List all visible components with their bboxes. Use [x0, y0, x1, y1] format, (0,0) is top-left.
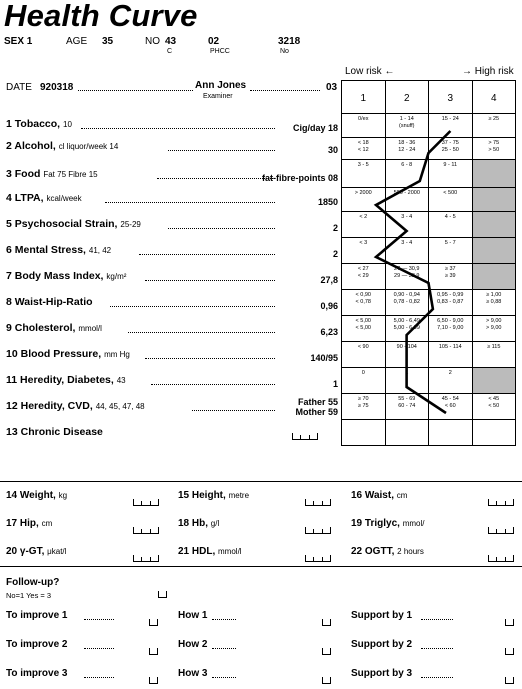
item-number: 7 — [6, 270, 12, 282]
item-number: 12 — [6, 400, 18, 412]
item-number: 8 — [6, 296, 12, 308]
item-number: 2 — [6, 140, 12, 152]
phcc-value: 02 — [208, 36, 220, 47]
item-name: Cholesterol, — [14, 322, 76, 334]
plan-dots — [421, 648, 453, 649]
grid-cell: < 27 < 29 — [342, 264, 386, 290]
measure-unit: g/l — [210, 519, 220, 528]
sex-label: SEX 1 — [4, 36, 33, 47]
grid-cell: < 45 < 50 — [472, 394, 516, 420]
plan-entry-box[interactable] — [149, 671, 158, 689]
column-header: 3 — [429, 81, 473, 114]
grid-cell: 45 - 54 < 60 — [429, 394, 473, 420]
item-name: Heredity, Diabetes, — [20, 374, 114, 386]
grid-cell: 1 — [385, 368, 429, 394]
measure-unit: 2 hours — [397, 547, 424, 556]
examiner-name: Ann Jones — [195, 80, 247, 91]
grid-cell: 6,50 - 9,00 7,10 - 9,00 — [429, 316, 473, 342]
item-number: 13 — [6, 426, 18, 438]
plan-label: Support by 2 — [351, 639, 413, 650]
measure-name: 14 Weight, — [6, 490, 56, 501]
plan-entry-box[interactable] — [149, 613, 158, 631]
item-name: Tobacco, — [14, 118, 61, 130]
grid-cell: < 90 — [342, 342, 386, 368]
measure-entry-box[interactable] — [305, 521, 331, 539]
item-unit: mm Hg — [104, 350, 130, 359]
plan-dots — [84, 677, 114, 678]
measure-entry-box[interactable] — [488, 493, 514, 511]
grid-cell: 27 — 30,9 29 — 38,9 — [385, 264, 429, 290]
no-value: 43 — [165, 36, 177, 47]
measure-entry-box[interactable] — [488, 549, 514, 567]
item-name: Alcohol, — [14, 140, 56, 152]
measure-label — [351, 546, 424, 557]
phcc-sub: PHCC — [210, 48, 230, 55]
item-name: Waist-Hip-Ratio — [14, 296, 93, 308]
item-name: Body Mass Index, — [14, 270, 104, 282]
measure-label — [6, 546, 66, 557]
plan-label: Support by 1 — [351, 610, 413, 621]
item-value: 140/95 — [310, 353, 338, 363]
grid-cell: 18 - 36 12 - 24 — [385, 138, 429, 160]
item-value: 6,23 — [320, 327, 338, 337]
item-value: 1850 — [317, 197, 338, 207]
plan-entry-box[interactable] — [505, 613, 514, 631]
date-label: DATE — [6, 82, 32, 93]
grid-cell: 6 - 8 — [385, 160, 429, 188]
item-unit: 25-29 — [120, 220, 141, 229]
measure-name: 20 γ-GT, — [6, 546, 45, 557]
measure-unit: kg — [58, 491, 68, 500]
item-number: 1 — [6, 118, 12, 130]
measure-entry-box[interactable] — [305, 549, 331, 567]
grid-cell: 5 - 7 — [429, 238, 473, 264]
item-value: 0,96 — [320, 301, 338, 311]
item-unit: kg/m² — [106, 272, 127, 281]
measure-label — [178, 518, 219, 529]
item-name: Psychosocial Strain, — [14, 218, 118, 230]
grid-cell: ≥ 37 ≥ 39 — [429, 264, 473, 290]
section-divider — [0, 481, 522, 482]
grid-cell: 90 - 104 — [385, 342, 429, 368]
item-number: 9 — [6, 322, 12, 334]
grid-cell: 37 - 75 25 - 50 — [429, 138, 473, 160]
measure-entry-box[interactable] — [133, 549, 159, 567]
item-unit: kcal/week — [46, 194, 82, 203]
item-unit: 10 — [63, 120, 72, 129]
plan-entry-box[interactable] — [505, 671, 514, 689]
item-value: 27,8 — [320, 275, 338, 285]
item-number: 3 — [6, 168, 12, 180]
item-unit: 44, 45, 47, 48 — [95, 402, 145, 411]
measure-label — [178, 546, 242, 557]
examiner-code: 03 — [326, 82, 338, 93]
plan-entry-box[interactable] — [322, 613, 331, 631]
grid-cell: 3 - 4 — [385, 238, 429, 264]
measure-unit: cm — [41, 519, 53, 528]
sex-value: 1 — [26, 36, 33, 47]
grid-cell: < 0,90 < 0,78 — [342, 290, 386, 316]
followup-sub: No=1 Yes = 3 — [6, 591, 52, 600]
grid-cell: 1 - 14 (snuff) — [385, 114, 429, 138]
measure-label — [6, 490, 67, 501]
grid-cell: 105 - 114 — [429, 342, 473, 368]
measure-entry-box[interactable] — [133, 521, 159, 539]
plan-entry-box[interactable] — [149, 642, 158, 660]
date-value: 920318 — [40, 82, 74, 93]
item-value: 2 — [332, 249, 338, 259]
item-number: 10 — [6, 348, 18, 360]
item-number: 11 — [6, 374, 18, 386]
item-value: 1 — [332, 379, 338, 389]
measure-name: 18 Hb, — [178, 518, 209, 529]
measure-unit: μkat/l — [47, 547, 67, 556]
plan-label: How 2 — [178, 639, 208, 650]
num-sub: No — [280, 48, 289, 55]
curve-line — [376, 131, 450, 413]
low-risk-label: Low risk ← — [345, 66, 395, 77]
item-value: Father 55 Mother 59 — [295, 397, 338, 417]
no-sub: C — [167, 48, 173, 55]
item-number: 5 — [6, 218, 12, 230]
measure-entry-box[interactable] — [305, 493, 331, 511]
grid-cell: < 3 — [342, 238, 386, 264]
item-value: 30 — [327, 145, 338, 155]
grid-cell: 5,00 - 6,49 5,00 - 6,99 — [385, 316, 429, 342]
column-header: 4 — [472, 81, 516, 114]
item-number: 4 — [6, 192, 12, 204]
item-name: LTPA, — [14, 192, 44, 204]
grid-cell: 9 - 11 — [429, 160, 473, 188]
grid-cell: 15 - 24 — [429, 114, 473, 138]
plan-label: To improve 1 — [6, 610, 68, 621]
measure-label — [6, 518, 52, 529]
no-label: NO — [145, 36, 160, 47]
measure-label — [351, 490, 407, 501]
measure-name: 16 Waist, — [351, 490, 394, 501]
grid-cell: ≥ 25 — [472, 114, 516, 138]
plan-label: To improve 2 — [6, 639, 68, 650]
grid-cell: ≥ 70 ≥ 75 — [342, 394, 386, 420]
measure-entry-box[interactable] — [133, 493, 159, 511]
plan-entry-box[interactable] — [505, 642, 514, 660]
item-number: 6 — [6, 244, 12, 256]
grid-cell: 0,95 - 0,99 0,83 - 0,87 — [429, 290, 473, 316]
grid-cell: 55 - 69 60 - 74 — [385, 394, 429, 420]
item-unit: 43 — [116, 376, 126, 385]
grid-cell: 0/ex — [342, 114, 386, 138]
item-name: Heredity, CVD, — [20, 400, 93, 412]
measure-unit: cm — [396, 491, 408, 500]
plan-dots — [84, 619, 114, 620]
item-name: Blood Pressure, — [20, 348, 102, 360]
high-risk-label: → High risk — [462, 66, 514, 77]
measure-unit: mmol/ — [402, 519, 425, 528]
grid-cell: 3 - 5 — [342, 160, 386, 188]
measure-entry-box[interactable] — [488, 521, 514, 539]
grid-cell: > 9,00 > 9,00 — [472, 316, 516, 342]
plan-entry-box[interactable] — [322, 642, 331, 660]
column-header: 1 — [342, 81, 386, 114]
plan-dots — [421, 619, 453, 620]
item-unit: mmol/l — [78, 324, 102, 333]
grid-cell: 3 - 4 — [385, 212, 429, 238]
grid-cell: < 500 — [429, 188, 473, 212]
followup-label: Follow-up? — [6, 577, 60, 588]
item-value: fat-fibre-points 08 — [261, 173, 338, 183]
examiner-label: Examiner — [203, 93, 233, 100]
grid-cell: 500 - 2000 — [385, 188, 429, 212]
section-divider — [0, 566, 522, 567]
followup-box[interactable] — [158, 585, 167, 603]
column-header: 2 — [385, 81, 429, 114]
item-unit: 41, 42 — [88, 246, 112, 255]
measure-label — [178, 490, 249, 501]
plan-dots — [421, 677, 453, 678]
grid-cell: 2 — [429, 368, 473, 394]
grid-cell: < 2 — [342, 212, 386, 238]
item-name: Chronic Disease — [20, 426, 103, 438]
grid-cell: > 75 > 50 — [472, 138, 516, 160]
grid-cell: > 2000 — [342, 188, 386, 212]
grid-cell: ≥ 1,00 ≥ 0,88 — [472, 290, 516, 316]
item-unit: Fat 75 Fibre 15 — [43, 170, 98, 179]
age-label: AGE — [66, 36, 88, 47]
plan-label: How 1 — [178, 610, 208, 621]
plan-dots — [212, 648, 236, 649]
item-name: Mental Stress, — [14, 244, 86, 256]
item-unit: cl liquor/week 14 — [58, 142, 119, 151]
plan-dots — [212, 619, 236, 620]
grid-cell: < 18 < 12 — [342, 138, 386, 160]
plan-dots — [212, 677, 236, 678]
plan-dots — [84, 648, 114, 649]
plan-label: To improve 3 — [6, 668, 68, 679]
form-title: Health Curve — [4, 0, 198, 33]
item-value: 2 — [332, 223, 338, 233]
measure-label — [351, 518, 424, 529]
measure-name: 21 HDL, — [178, 546, 216, 557]
item-value: Cig/day 18 — [292, 123, 338, 133]
grid-cell: 0 — [342, 368, 386, 394]
item-name: Food — [14, 168, 41, 180]
plan-entry-box[interactable] — [322, 671, 331, 689]
measure-name: 19 Triglyc, — [351, 518, 400, 529]
measure-name: 22 OGTT, — [351, 546, 395, 557]
measure-name: 17 Hip, — [6, 518, 39, 529]
grid-cell: 0,90 - 0,94 0,78 - 0,82 — [385, 290, 429, 316]
grid-cell: < 5,00 < 5,00 — [342, 316, 386, 342]
num-value: 3218 — [278, 36, 301, 47]
measure-unit: mmol/l — [218, 547, 242, 556]
grid-cell: 4 - 5 — [429, 212, 473, 238]
plan-label: Support by 3 — [351, 668, 413, 679]
measure-unit: metre — [228, 491, 250, 500]
plan-label: How 3 — [178, 668, 208, 679]
measure-name: 15 Height, — [178, 490, 226, 501]
grid-cell: ≥ 115 — [472, 342, 516, 368]
age-value: 35 — [102, 36, 114, 47]
